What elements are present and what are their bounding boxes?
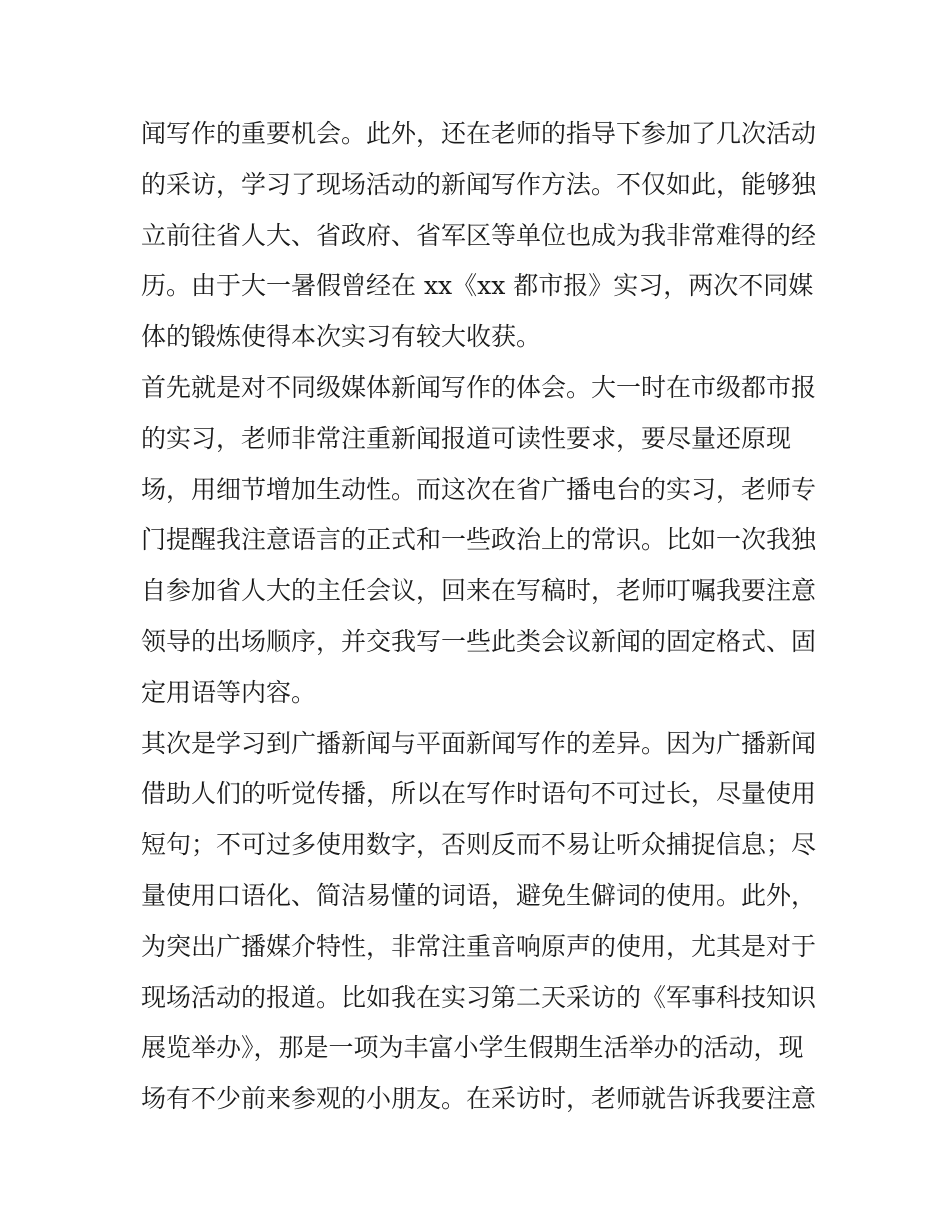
text-line: 门提醒我注意语言的正式和一些政治上的常识。比如一次我独 bbox=[141, 525, 817, 555]
text-line: 的实习，老师非常注重新闻报道可读性要求，要尽量还原现 bbox=[141, 423, 792, 453]
text-line: 立前往省人大、省政府、省军区等单位也成为我非常难得的经 bbox=[141, 220, 817, 250]
document-body bbox=[141, 109, 821, 1125]
text-line: 借助人们的听觉传播，所以在写作时语句不可过长，尽量使用 bbox=[141, 779, 817, 809]
text-line: 体的锻炼使得本次实习有较大收获。 bbox=[141, 322, 542, 352]
text-line: 首先就是对不同级媒体新闻写作的体会。大一时在市级都市报 bbox=[141, 372, 817, 402]
text-line: 展览举办》，那是一项为丰富小学生假期生活举办的活动，现 bbox=[141, 1033, 804, 1063]
text-line: 场，用细节增加生动性。而这次在省广播电台的实习，老师专 bbox=[141, 474, 817, 504]
text-line: 量使用口语化、简洁易懂的词语，避免生僻词的使用。此外， bbox=[141, 880, 817, 910]
text-line: 短句；不可过多使用数字，否则反而不易让听众捕捉信息；尽 bbox=[141, 830, 817, 860]
text-line: 其次是学习到广播新闻与平面新闻写作的差异。因为广播新闻 bbox=[141, 728, 817, 758]
text-line: 为突出广播媒介特性，非常注重音响原声的使用，尤其是对于 bbox=[141, 931, 817, 961]
text-line: 的采访，学习了现场活动的新闻写作方法。不仅如此，能够独 bbox=[141, 169, 817, 199]
text-line: 现场活动的报道。比如我在实习第二天采访的《军事科技知识 bbox=[141, 982, 817, 1012]
text-line: 自参加省人大的主任会议，回来在写稿时，老师叮嘱我要注意 bbox=[141, 576, 817, 606]
text-line: 定用语等内容。 bbox=[141, 677, 317, 707]
text-line: 场有不少前来参观的小朋友。在采访时，老师就告诉我要注意 bbox=[141, 1084, 817, 1114]
text-line: 历。由于大一暑假曾经在 xx《xx 都市报》实习，两次不同媒 bbox=[141, 271, 814, 301]
text-line: 领导的出场顺序，并交我写一些此类会议新闻的固定格式、固 bbox=[141, 626, 817, 656]
text-line: 闻写作的重要机会。此外，还在老师的指导下参加了几次活动 bbox=[141, 119, 817, 148]
